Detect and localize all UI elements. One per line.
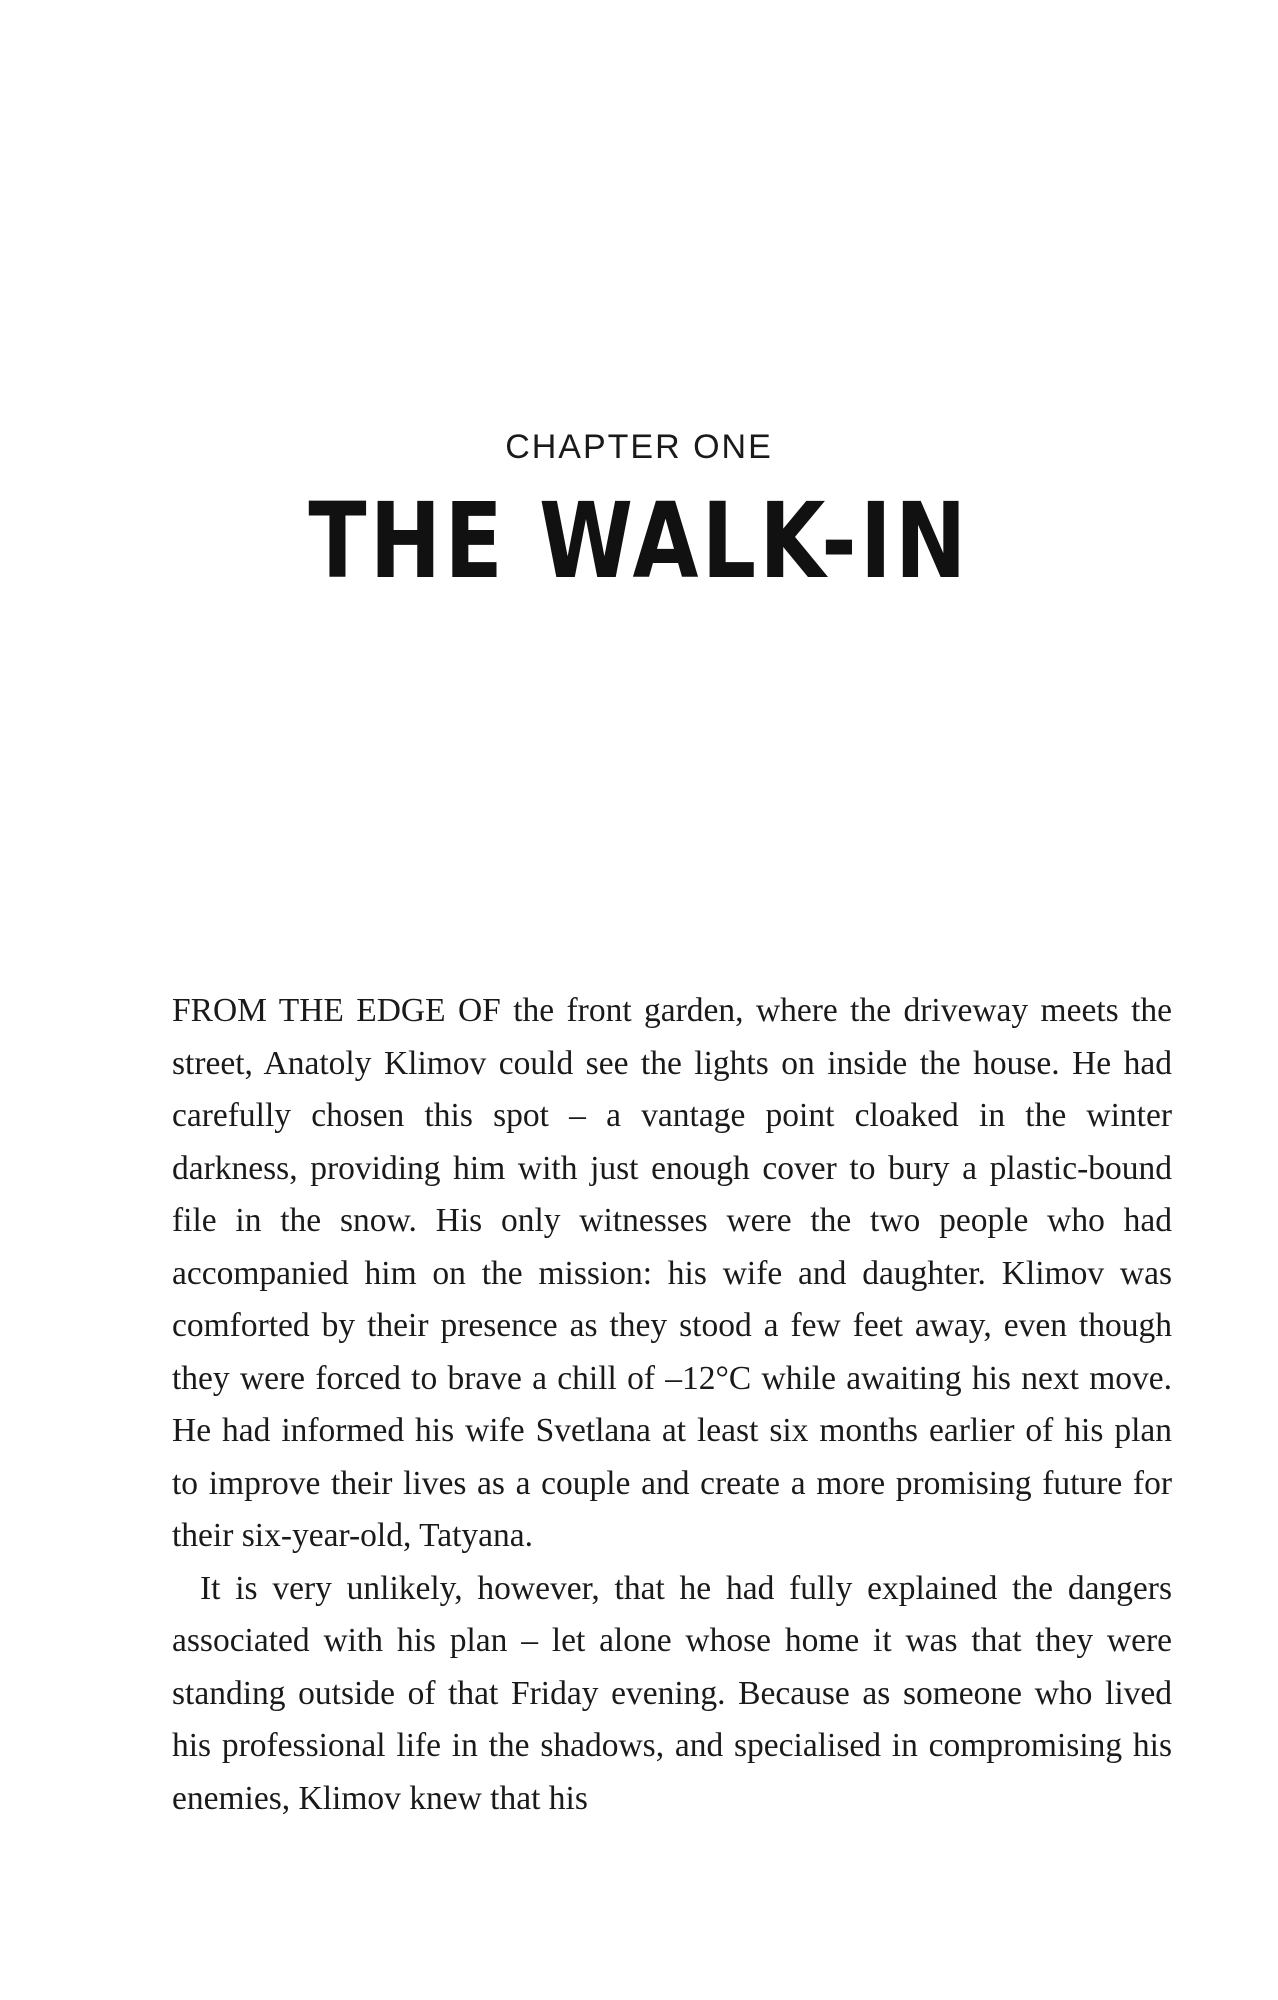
paragraph-1-text: the front garden, where the driveway meets the street, Anatoly Klimov could see the lights on inside the house. He had carefully chosen this spot – a vantage point cloaked in the winter darkness, providing him with just enough cover to bury a plastic-bound file in the snow. His only witnesses were the two people who had accompanied him on the mission: his wife and daughter. Klimov was comforted by their presence as they stood a few feet away, even though they were forced to brave a chill of –12°C while awaiting his next move. He had informed his wife Svetlana at least six months earlier of his plan to improve their lives as a couple and create a more promising future for their six-year-old, Tatyana. (172, 992, 1172, 1554)
chapter-title: THE WALK-IN (308, 480, 970, 602)
paragraph-1 (172, 985, 1172, 1563)
body-text (172, 985, 1172, 1825)
paragraph-lead-in: FROM THE EDGE OF (172, 992, 501, 1029)
chapter-number: CHAPTER ONE (505, 428, 773, 466)
paragraph-2: It is very unlikely, however, that he had fully explained the dangers associated with his plan – let alone whose home it was that they were standing outside of that Friday evening. Because as someone who lived his professional life in the shadows, and specialised in compromising his enemies, Klimov knew that his (172, 1569, 1172, 1817)
